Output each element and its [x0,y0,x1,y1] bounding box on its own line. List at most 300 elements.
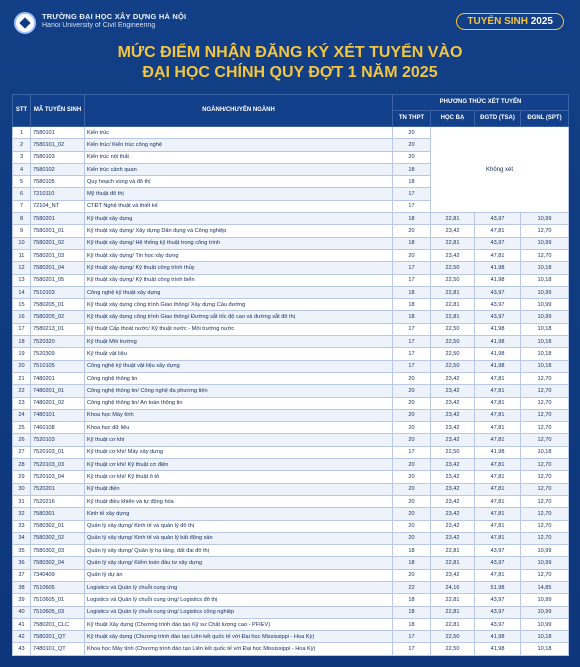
cell-stt: 12 [13,262,31,274]
cell-ma: 7580101 [31,127,85,139]
table-row [13,360,569,372]
cell-nganh: Logistics và Quản lý chuỗi cung ứng [85,581,393,593]
table-row [13,569,569,581]
cell-dgnl: 10,99 [521,557,569,569]
cell-thpt: 20 [393,434,431,446]
header [10,10,570,40]
cell-ma: 7510605_01 [31,594,85,606]
cell-thpt: 22 [393,581,431,593]
cell-dgnl: 10,18 [521,262,569,274]
cell-dgtd: 41,98 [475,348,521,360]
cell-nganh: Kiến trúc cảnh quan [85,163,393,175]
cell-dgnl: 12,70 [521,409,569,421]
cell-stt: 5 [13,176,31,188]
cell-thpt: 17 [393,262,431,274]
cell-ma: 7520103 [31,434,85,446]
cell-hocba: 24,16 [431,581,475,593]
table-row [13,262,569,274]
cell-dgnl: 10,18 [521,643,569,655]
header-tn-thpt: TN THPT [393,111,431,127]
cell-hocba: 22,81 [431,557,475,569]
cell-thpt: 20 [393,459,431,471]
cell-nganh: Kỹ thuật Cấp thoát nước/ Kỹ thuật nước - Môi trường nước [85,323,393,335]
table-row [13,385,569,397]
cell-ma: 7510605_03 [31,606,85,618]
table-row [13,495,569,507]
cell-ma: 7580201_04 [31,262,85,274]
cell-ma: 7520216 [31,495,85,507]
cell-nganh: Kỹ thuật Môi trường [85,336,393,348]
cell-stt: 25 [13,422,31,434]
table-row [13,581,569,593]
cell-dgnl: 10,99 [521,286,569,298]
cell-thpt: 17 [393,631,431,643]
cell-hocba: 23,42 [431,422,475,434]
cell-hocba: 22,81 [431,545,475,557]
cell-ma: 72104_NT [31,200,85,212]
cell-thpt: 17 [393,360,431,372]
cell-nganh: Kỹ thuật xây dựng công trình Giao thông/ Xây dựng Cầu đường [85,299,393,311]
cell-thpt: 17 [393,274,431,286]
cell-dgtd: 41,98 [475,336,521,348]
cell-stt: 29 [13,471,31,483]
cell-stt: 4 [13,163,31,175]
cell-hocba: 22,81 [431,299,475,311]
cell-ma: 7580205_02 [31,311,85,323]
cell-thpt: 17 [393,200,431,212]
cell-dgtd: 41,98 [475,643,521,655]
cell-nganh: Công nghệ thông tin/ An toàn thông tin [85,397,393,409]
cell-dgtd: 47,81 [475,495,521,507]
cell-stt: 30 [13,483,31,495]
cell-dgnl: 12,70 [521,385,569,397]
cell-stt: 8 [13,213,31,225]
cell-dgnl: 12,70 [521,397,569,409]
cell-stt: 35 [13,545,31,557]
cell-ma: 7520103_04 [31,471,85,483]
cell-stt: 11 [13,249,31,261]
cell-ma: 7510103 [31,286,85,298]
header-stt: STT [13,95,31,127]
cell-ma: 7460108 [31,422,85,434]
cell-nganh: Quy hoạch vùng và đô thị [85,176,393,188]
cell-dgtd: 41,98 [475,446,521,458]
cell-dgtd: 41,98 [475,274,521,286]
cell-ma: 7520103_01 [31,446,85,458]
cell-stt: 37 [13,569,31,581]
table-row [13,643,569,655]
cell-dgnl: 10,99 [521,606,569,618]
table-row [13,127,569,139]
cell-dgnl: 12,70 [521,569,569,581]
table-row [13,594,569,606]
cell-ma: 7580103 [31,151,85,163]
cell-stt: 43 [13,643,31,655]
cell-dgtd: 47,81 [475,397,521,409]
cell-dgnl: 10,99 [521,213,569,225]
cell-dgtd: 43,97 [475,213,521,225]
cell-dgtd: 47,81 [475,422,521,434]
cell-stt: 32 [13,508,31,520]
cell-stt: 7 [13,200,31,212]
cell-nganh: Kỹ thuật cơ khí/ Kỹ thuật cơ điện [85,459,393,471]
header-phuong-thuc: PHƯƠNG THỨC XÉT TUYỂN [393,95,569,111]
table-row [13,545,569,557]
cell-stt: 21 [13,372,31,384]
table-row [13,434,569,446]
cell-nganh: Công nghệ thông tin/ Công nghệ đa phương tiện [85,385,393,397]
cell-dgnl: 12,70 [521,372,569,384]
cell-nganh: Kiến trúc/ Kiến trúc công nghệ [85,139,393,151]
table-body [13,127,569,656]
cell-ma: 7580205_01 [31,299,85,311]
tuyen-sinh-badge [456,13,564,30]
cell-nganh: Kỹ thuật xây dựng/ Tin học xây dựng [85,249,393,261]
cell-dgnl: 12,70 [521,225,569,237]
cell-dgnl: 10,18 [521,360,569,372]
cell-thpt: 18 [393,557,431,569]
cell-thpt: 18 [393,299,431,311]
cell-nganh: Khoa học Máy tính (Chương trình đào tạo Liên kết quốc tế với Đại học Mississippi - Hoa Kỳ) [85,643,393,655]
cell-dgtd: 43,97 [475,606,521,618]
cell-dgtd: 47,81 [475,434,521,446]
cell-dgtd: 47,81 [475,459,521,471]
cell-hocba: 22,81 [431,618,475,630]
cell-dgnl: 10,99 [521,299,569,311]
table-row [13,459,569,471]
table-row [13,618,569,630]
table-row [13,311,569,323]
table-row [13,446,569,458]
cell-dgtd: 47,81 [475,520,521,532]
cell-hocba: 23,42 [431,372,475,384]
table-row [13,508,569,520]
table-row [13,348,569,360]
cell-dgnl: 12,70 [521,459,569,471]
cell-nganh: Công nghệ kỹ thuật xây dựng [85,286,393,298]
cell-thpt: 17 [393,188,431,200]
cell-nganh: Quản lý xây dựng/ Kiểm toán đầu tư xây dựng [85,557,393,569]
cell-dgtd: 47,81 [475,409,521,421]
tuyen-sinh-year: 2025 [530,16,553,27]
cell-nganh: Logistics và Quản lý chuỗi cung ứng/ Logistics công nghiệp [85,606,393,618]
cell-stt: 6 [13,188,31,200]
header-ma-tuyen-sinh: MÃ TUYỂN SINH [31,95,85,127]
cell-thpt: 20 [393,532,431,544]
cell-dgnl: 12,70 [521,495,569,507]
cell-ma: 7510105 [31,360,85,372]
cell-thpt: 20 [393,151,431,163]
table-row [13,372,569,384]
cell-dgtd: 41,98 [475,323,521,335]
cell-nganh: Kỹ thuật điều khiển và tự động hóa [85,495,393,507]
cell-thpt: 18 [393,213,431,225]
cell-ma: 7580213_01 [31,323,85,335]
cell-nganh: Quản lý xây dựng/ Kinh tế và quản lý bất động sản [85,532,393,544]
table-row [13,286,569,298]
cell-ma: 7520320 [31,336,85,348]
cell-thpt: 17 [393,323,431,335]
cell-hocba: 23,42 [431,459,475,471]
cell-stt: 39 [13,594,31,606]
cell-nganh: Logistics và Quản lý chuỗi cung ứng/ Logistics đô thị [85,594,393,606]
cell-ma: 7580302_03 [31,545,85,557]
cell-stt: 9 [13,225,31,237]
cell-nganh: Kinh tế xây dựng [85,508,393,520]
cell-stt: 1 [13,127,31,139]
cell-dgtd: 43,97 [475,545,521,557]
cell-hocba: 22,50 [431,336,475,348]
cell-dgtd: 43,97 [475,299,521,311]
cell-nganh: Quản lý xây dựng/ Quản lý hạ tầng, đất đai đô thị [85,545,393,557]
cell-dgnl: 10,99 [521,237,569,249]
table-row [13,237,569,249]
cell-nganh: Kỹ thuật cơ khí/ Kỹ thuật ô tô [85,471,393,483]
cell-hocba: 23,42 [431,397,475,409]
cell-ma: 7580302_02 [31,532,85,544]
cell-hocba: 22,81 [431,594,475,606]
cell-dgtd: 43,97 [475,557,521,569]
table-row [13,631,569,643]
cell-dgtd: 43,97 [475,311,521,323]
cell-thpt: 20 [393,569,431,581]
cell-hocba: 23,42 [431,508,475,520]
cell-thpt: 18 [393,237,431,249]
cell-ma: 7480201 [31,372,85,384]
table-row [13,274,569,286]
cell-dgnl: 12,70 [521,422,569,434]
cell-ma: 7580201 [31,213,85,225]
cell-dgnl: 10,99 [521,545,569,557]
cell-stt: 16 [13,311,31,323]
title-line-1: MỨC ĐIỂM NHẬN ĐĂNG KÝ XÉT TUYỂN VÀO [117,44,463,61]
cell-thpt: 17 [393,348,431,360]
table-row [13,225,569,237]
cell-nganh: Kỹ thuật xây dựng công trình Giao thông/ Đường sắt tốc độ cao và đường sắt đô thị [85,311,393,323]
cell-stt: 42 [13,631,31,643]
cell-nganh: Kỹ thuật cơ khí/ Máy xây dựng [85,446,393,458]
cell-thpt: 20 [393,508,431,520]
cell-dgnl: 12,70 [521,483,569,495]
cell-nganh: Quản lý xây dựng/ Kinh tế và quản lý đô thị [85,520,393,532]
cell-dgnl: 10,99 [521,594,569,606]
cell-thpt: 20 [393,385,431,397]
cell-ma: 7510605 [31,581,85,593]
cell-ma: 7480101_QT [31,643,85,655]
cell-dgtd: 41,98 [475,360,521,372]
cell-nganh: Kỹ thuật điện [85,483,393,495]
university-name-en: Hanoi University of Civil Engineering [42,22,156,29]
cell-hocba: 22,50 [431,262,475,274]
cell-dgnl: 12,70 [521,508,569,520]
cell-stt: 24 [13,409,31,421]
cell-thpt: 18 [393,176,431,188]
cell-stt: 17 [13,323,31,335]
cell-dgtd: 41,98 [475,262,521,274]
cell-ma: 7580102 [31,163,85,175]
table-row [13,483,569,495]
cell-stt: 28 [13,459,31,471]
cell-hocba: 23,42 [431,409,475,421]
university-logo-icon [14,12,36,34]
cell-dgtd: 43,97 [475,286,521,298]
cell-thpt: 20 [393,225,431,237]
cell-dgtd: 47,81 [475,471,521,483]
cell-ma: 7340409 [31,569,85,581]
cell-thpt: 18 [393,286,431,298]
cell-dgtd: 43,97 [475,618,521,630]
table-row [13,323,569,335]
table-row [13,471,569,483]
cell-stt: 3 [13,151,31,163]
cell-stt: 13 [13,274,31,286]
tuyen-sinh-label: TUYỂN SINH [467,16,528,27]
cell-hocba: 23,42 [431,569,475,581]
university-name [42,12,186,30]
table-row [13,532,569,544]
cell-dgtd: 51,98 [475,581,521,593]
cell-stt: 31 [13,495,31,507]
cell-thpt: 20 [393,409,431,421]
cell-dgnl: 10,18 [521,446,569,458]
cell-dgnl: 14,85 [521,581,569,593]
cell-thpt: 17 [393,643,431,655]
cell-stt: 15 [13,299,31,311]
cell-nganh: Kiến trúc nội thất [85,151,393,163]
cell-nganh: Kỹ thuật cơ khí [85,434,393,446]
header-hoc-ba: HỌC BẠ [431,111,475,127]
cell-hocba: 22,50 [431,360,475,372]
cell-thpt: 20 [393,471,431,483]
cell-stt: 19 [13,348,31,360]
cell-dgnl: 10,99 [521,618,569,630]
header-nganh: NGÀNH/CHUYÊN NGÀNH [85,95,393,127]
cell-dgtd: 47,81 [475,372,521,384]
cell-ma: 7580201_CLC [31,618,85,630]
table-row [13,249,569,261]
cell-dgnl: 12,70 [521,249,569,261]
cell-nganh: Kỹ thuật Xây dựng (Chương trình đào tạo Kỹ sư Chất lượng cao - PFIEV) [85,618,393,630]
cell-nganh: Công nghệ kỹ thuật vật liệu xây dựng [85,360,393,372]
cell-nganh: CTĐT Nghệ thuật và thiết kế [85,200,393,212]
cell-dgnl: 12,70 [521,434,569,446]
cell-hocba: 23,42 [431,471,475,483]
cell-thpt: 20 [393,483,431,495]
cell-nganh: Quản lý dự án [85,569,393,581]
table-row [13,213,569,225]
cell-ma: 7480201_02 [31,397,85,409]
cell-dgnl: 10,18 [521,336,569,348]
cell-thpt: 18 [393,618,431,630]
cell-nganh: Kỹ thuật xây dựng/ Xây dựng Dân dụng và Công nghiệp [85,225,393,237]
cell-ma: 7580302_01 [31,520,85,532]
score-table [12,94,568,656]
cell-thpt: 18 [393,606,431,618]
cell-hocba: 22,50 [431,274,475,286]
cell-ma: 7520201 [31,483,85,495]
cell-dgtd: 43,97 [475,237,521,249]
cell-stt: 10 [13,237,31,249]
cell-thpt: 20 [393,139,431,151]
cell-hocba: 23,42 [431,385,475,397]
cell-hocba: 22,81 [431,213,475,225]
cell-dgtd: 47,81 [475,532,521,544]
cell-dgtd: 47,81 [475,249,521,261]
cell-nganh: Kỹ thuật xây dựng [85,213,393,225]
cell-thpt: 17 [393,336,431,348]
cell-thpt: 18 [393,545,431,557]
cell-nganh: Khoa học Máy tính [85,409,393,421]
cell-stt: 27 [13,446,31,458]
table-row [13,409,569,421]
header-dgtd: ĐGTD (TSA) [475,111,521,127]
table-row [13,606,569,618]
cell-ma: 7210110 [31,188,85,200]
cell-hocba: 23,42 [431,434,475,446]
cell-khong-xet: Không xét [431,127,569,213]
cell-hocba: 23,42 [431,532,475,544]
cell-stt: 34 [13,532,31,544]
cell-ma: 7580101_02 [31,139,85,151]
table-row [13,557,569,569]
cell-stt: 23 [13,397,31,409]
cell-stt: 20 [13,360,31,372]
cell-hocba: 23,42 [431,225,475,237]
cell-nganh: Kỹ thuật xây dựng/ Hệ thống kỹ thuật trong công trình [85,237,393,249]
cell-dgtd: 41,98 [475,631,521,643]
cell-nganh: Kiến trúc [85,127,393,139]
title-line-2: ĐẠI HỌC CHÍNH QUY ĐỢT 1 NĂM 2025 [142,64,438,81]
cell-stt: 33 [13,520,31,532]
cell-dgtd: 47,81 [475,569,521,581]
cell-ma: 7520103_03 [31,459,85,471]
cell-nganh: Kỹ thuật xây dựng/ Kỹ thuật công trình thủy [85,262,393,274]
cell-stt: 22 [13,385,31,397]
cell-stt: 38 [13,581,31,593]
cell-stt: 14 [13,286,31,298]
cell-stt: 36 [13,557,31,569]
table-row [13,336,569,348]
cell-ma: 7580201_01 [31,225,85,237]
cell-dgnl: 12,70 [521,520,569,532]
cell-dgtd: 47,81 [475,508,521,520]
cell-dgnl: 10,18 [521,274,569,286]
cell-stt: 26 [13,434,31,446]
cell-hocba: 22,50 [431,348,475,360]
cell-hocba: 23,42 [431,520,475,532]
cell-dgtd: 47,81 [475,225,521,237]
cell-hocba: 22,81 [431,606,475,618]
cell-ma: 7580301 [31,508,85,520]
cell-ma: 7580201_02 [31,237,85,249]
cell-hocba: 23,42 [431,495,475,507]
cell-ma: 7580201_03 [31,249,85,261]
table-row [13,299,569,311]
cell-stt: 2 [13,139,31,151]
cell-hocba: 22,81 [431,286,475,298]
cell-ma: 7480101 [31,409,85,421]
cell-ma: 7580201_05 [31,274,85,286]
cell-nganh: Mỹ thuật đô thị [85,188,393,200]
cell-dgnl: 12,70 [521,471,569,483]
university-name-vi: TRƯỜNG ĐẠI HỌC XÂY DỰNG HÀ NỘI [42,12,187,21]
header-dgnl: ĐGNL (SPT) [521,111,569,127]
cell-dgnl: 10,99 [521,311,569,323]
cell-thpt: 20 [393,495,431,507]
cell-ma: 7580105 [31,176,85,188]
cell-dgnl: 12,70 [521,532,569,544]
cell-ma: 7520309 [31,348,85,360]
